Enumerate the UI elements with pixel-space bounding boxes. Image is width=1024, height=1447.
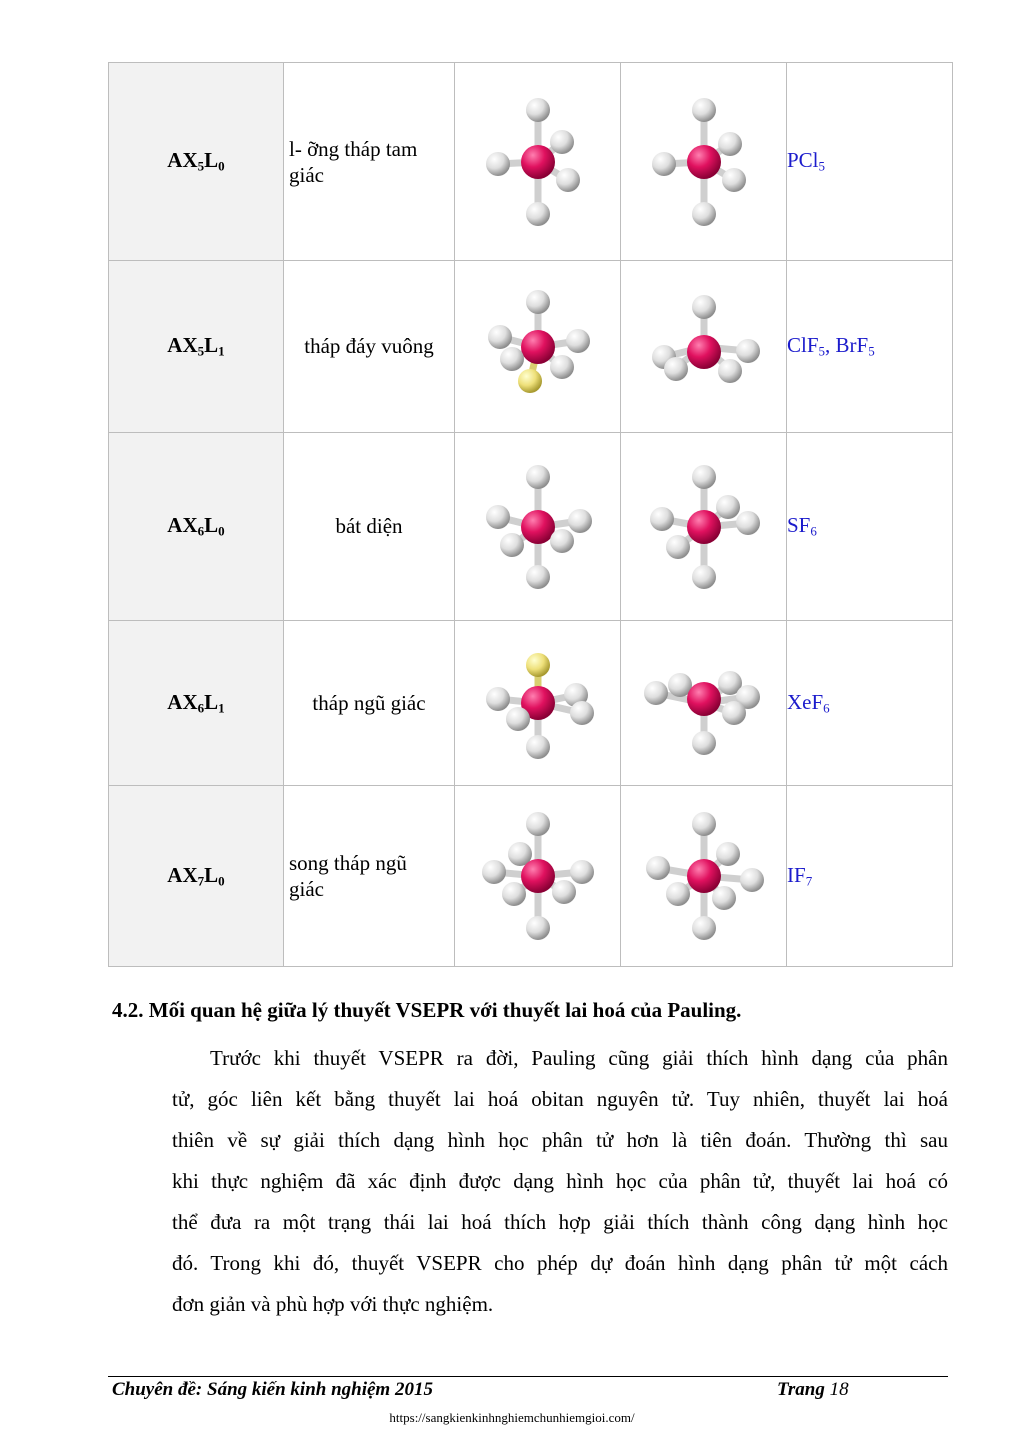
paragraph-line: đó. Trong khi đó, thuyết VSEPR cho phép dự đoán hình dạng phân tử một cách: [172, 1251, 948, 1275]
molecule-image: [621, 63, 787, 261]
example-cell: XeF$_6$: [787, 621, 953, 786]
paragraph-line: tử, góc liên kết bằng thuyết lai hoá obitan nguyên tử. Tuy nhiên, thuyết lai hoá: [172, 1087, 948, 1111]
type-cell: $AX_6L_1$: [109, 621, 284, 786]
example-cell: $IF_7$: [787, 786, 953, 967]
shape-cell: tháp đáy vuông: [284, 261, 455, 433]
table-row: [109, 621, 953, 786]
molecule-image: [455, 261, 621, 433]
type-cell: $AX_6L_0$: [109, 433, 284, 621]
molecule-model-octahedral-a: [473, 462, 603, 592]
molecule-image: [455, 621, 621, 786]
footer-divider: [108, 1376, 948, 1377]
footer-url[interactable]: https://sangkienkinhnghiemchunhiemgioi.com/: [389, 1410, 635, 1425]
paragraph-line: đơn giản và phù hợp với thực nghiệm.: [172, 1292, 494, 1316]
molecule-model-sqpyr-b: [639, 282, 769, 412]
shape-cell: tháp ngũ giác: [284, 621, 455, 786]
vsepr-table: [108, 62, 953, 967]
footer-title: Chuyên đề: Sáng kiến kinh nghiệm 2015: [112, 1379, 433, 1400]
example-cell: ClF$_5$, BrF$_5$: [787, 261, 953, 433]
example-cell: PCl$_5$: [787, 63, 953, 261]
molecule-model-pentbipyr-a: [473, 811, 603, 941]
molecule-model-pentpyr-a: [473, 638, 603, 768]
molecule-image: [455, 63, 621, 261]
type-cell: $AX_5L_0$: [109, 63, 284, 261]
paragraph-line: khi thực nghiệm đã xác định được dạng hình học của phân tử, thuyết lai hoá có: [172, 1169, 948, 1193]
molecule-model-pentbipyr-b: [639, 811, 769, 941]
table-row: [109, 261, 953, 433]
paragraph-line: thể đưa ra một trạng thái lai hoá thích hợp giải thích thành công dạng hình học: [172, 1210, 948, 1234]
example-cell: $SF_6$: [787, 433, 953, 621]
shape-cell: bát diện: [284, 433, 455, 621]
molecule-image: [455, 433, 621, 621]
section-heading: 4.2. Mối quan hệ giữa lý thuyết VSEPR với thuyết lai hoá của Pauling.: [112, 998, 742, 1022]
table-row: [109, 786, 953, 967]
shape-cell: l- ỡng tháp tam giác: [284, 63, 455, 261]
table-row: [109, 433, 953, 621]
molecule-image: [621, 786, 787, 967]
shape-cell: song tháp ngũ giác: [284, 786, 455, 967]
molecule-image: [621, 433, 787, 621]
type-cell: $AX_7L_0$: [109, 786, 284, 967]
page-number: Trang 18: [777, 1379, 849, 1400]
molecule-model-pentpyr-b: [639, 638, 769, 768]
table-row: [109, 63, 953, 261]
molecule-model-tbp-a: [473, 97, 603, 227]
molecule-model-octahedral-b: [639, 462, 769, 592]
molecule-image: [455, 786, 621, 967]
section-paragraph: [172, 1038, 948, 1325]
molecule-image: [621, 621, 787, 786]
paragraph-line: thiên về sự giải thích dạng hình học phân tử hơn là tiên đoán. Thường thì sau: [172, 1128, 948, 1152]
molecule-image: [621, 261, 787, 433]
paragraph-line: Trước khi thuyết VSEPR ra đời, Pauling cũng giải thích hình dạng của phân: [210, 1046, 948, 1070]
molecule-model-tbp-b: [639, 97, 769, 227]
type-cell: $AX_5L_1$: [109, 261, 284, 433]
molecule-model-sqpyr-a: [473, 282, 603, 412]
